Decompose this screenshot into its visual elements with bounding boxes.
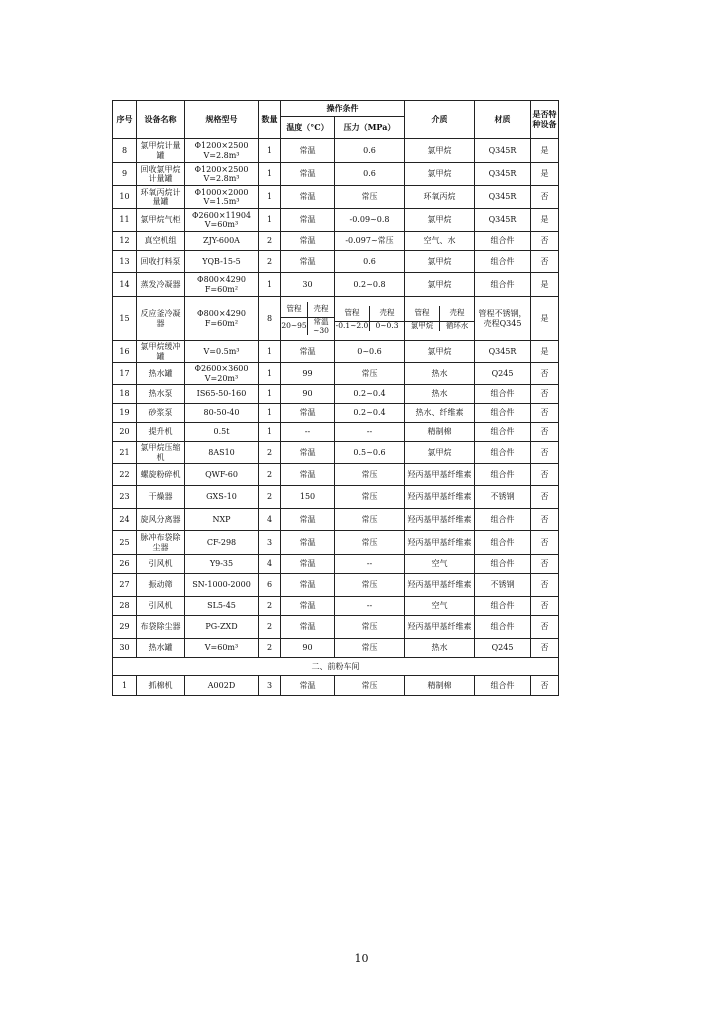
header-op-conditions: 操作条件 bbox=[281, 101, 405, 117]
cell-medium: 空气 bbox=[405, 597, 475, 616]
header-qty: 数量 bbox=[259, 101, 281, 139]
cell-special: 否 bbox=[531, 442, 559, 464]
cell-material: 组合件 bbox=[475, 385, 531, 404]
cell-seq: 21 bbox=[113, 442, 137, 464]
cell-temp: -- bbox=[281, 423, 335, 442]
cell-material: 组合件 bbox=[475, 616, 531, 639]
cell-pres: 常压 bbox=[335, 486, 405, 509]
cell-seq: 25 bbox=[113, 531, 137, 555]
header-special: 是否特种设备 bbox=[531, 101, 559, 139]
cell-special: 是 bbox=[531, 139, 559, 163]
cell-medium: 热水 bbox=[405, 385, 475, 404]
cell-medium: 氯甲烷 bbox=[405, 209, 475, 232]
cell-temp: 常温 bbox=[281, 509, 335, 531]
cell-pres: 常压 bbox=[335, 639, 405, 658]
cell-medium: 氯甲烷 bbox=[405, 163, 475, 186]
cell-special: 否 bbox=[531, 404, 559, 423]
cell-medium: 空气 bbox=[405, 555, 475, 574]
cell-name: 螺旋粉碎机 bbox=[137, 464, 185, 486]
cell-special: 否 bbox=[531, 363, 559, 385]
cell-qty: 2 bbox=[259, 464, 281, 486]
cell-model: Φ2600×3600 V=20m³ bbox=[185, 363, 259, 385]
cell-temp: 常温 bbox=[281, 555, 335, 574]
cell-special: 否 bbox=[531, 574, 559, 597]
cell-model: V=60m³ bbox=[185, 639, 259, 658]
cell-temp: 90 bbox=[281, 385, 335, 404]
cell-seq: 20 bbox=[113, 423, 137, 442]
cell-pres: 0.2~0.8 bbox=[335, 273, 405, 297]
cell-special: 是 bbox=[531, 163, 559, 186]
cell-temp: 常温 bbox=[281, 531, 335, 555]
cell-temp: 常温 bbox=[281, 574, 335, 597]
cell-seq: 23 bbox=[113, 486, 137, 509]
cell-medium: 精制棉 bbox=[405, 423, 475, 442]
cell-temp: 90 bbox=[281, 639, 335, 658]
cell-pres-split bbox=[335, 297, 405, 341]
cell-qty: 2 bbox=[259, 639, 281, 658]
cell-medium: 羟丙基甲基纤维素 bbox=[405, 574, 475, 597]
cell-material: Q345R bbox=[475, 341, 531, 363]
cell-model: Y9-35 bbox=[185, 555, 259, 574]
cell-model: SL5-45 bbox=[185, 597, 259, 616]
cell-name: 蒸发冷凝器 bbox=[137, 273, 185, 297]
header-model: 规格型号 bbox=[185, 101, 259, 139]
cell-pres: -- bbox=[335, 597, 405, 616]
cell-special: 否 bbox=[531, 186, 559, 209]
cell-pres: 常压 bbox=[335, 574, 405, 597]
cell-qty: 4 bbox=[259, 509, 281, 531]
cell-name: 反应釜冷凝器 bbox=[137, 297, 185, 341]
cell-name: 热水泵 bbox=[137, 385, 185, 404]
table-row bbox=[113, 555, 559, 574]
cell-medium: 热水 bbox=[405, 639, 475, 658]
cell-model: Φ2600×11904 V=60m³ bbox=[185, 209, 259, 232]
table-row bbox=[113, 486, 559, 509]
cell-material: 组合件 bbox=[475, 273, 531, 297]
cell-seq: 22 bbox=[113, 464, 137, 486]
table-row bbox=[113, 341, 559, 363]
cell-special: 否 bbox=[531, 531, 559, 555]
cell-seq: 19 bbox=[113, 404, 137, 423]
cell-name: 砂浆泵 bbox=[137, 404, 185, 423]
pres-tube-value: -0.1~2.0 bbox=[335, 321, 369, 331]
cell-qty: 8 bbox=[259, 297, 281, 341]
cell-medium: 精制棉 bbox=[405, 676, 475, 696]
cell-name: 氯甲烷缓冲罐 bbox=[137, 341, 185, 363]
table-row bbox=[113, 163, 559, 186]
table-header bbox=[113, 101, 559, 139]
cell-material: Q345R bbox=[475, 209, 531, 232]
cell-seq: 26 bbox=[113, 555, 137, 574]
cell-temp: 常温 bbox=[281, 232, 335, 251]
cell-medium: 羟丙基甲基纤维素 bbox=[405, 531, 475, 555]
medium-tube-label: 管程 bbox=[405, 306, 440, 322]
medium-shell-label: 壳程 bbox=[440, 306, 475, 322]
cell-name: 氯甲烷气柜 bbox=[137, 209, 185, 232]
cell-pres: 常压 bbox=[335, 464, 405, 486]
cell-temp: 常温 bbox=[281, 341, 335, 363]
cell-seq: 27 bbox=[113, 574, 137, 597]
cell-qty: 1 bbox=[259, 273, 281, 297]
cell-model: Φ1000×2000 V=1.5m³ bbox=[185, 186, 259, 209]
cell-qty: 1 bbox=[259, 186, 281, 209]
temp-shell-value: 常温~30 bbox=[308, 318, 335, 336]
cell-pres: 常压 bbox=[335, 531, 405, 555]
table-body-a bbox=[113, 139, 559, 297]
cell-material: 组合件 bbox=[475, 232, 531, 251]
table-row bbox=[113, 385, 559, 404]
cell-qty: 1 bbox=[259, 423, 281, 442]
cell-seq: 29 bbox=[113, 616, 137, 639]
header-material: 材质 bbox=[475, 101, 531, 139]
section-title: 二、前粉车间 bbox=[113, 658, 559, 676]
cell-special: 是 bbox=[531, 341, 559, 363]
cell-model: QWF-60 bbox=[185, 464, 259, 486]
cell-special: 否 bbox=[531, 232, 559, 251]
table-body-c bbox=[113, 676, 559, 696]
cell-pres: 常压 bbox=[335, 676, 405, 696]
cell-qty: 1 bbox=[259, 363, 281, 385]
cell-pres: 0.2~0.4 bbox=[335, 404, 405, 423]
table-row bbox=[113, 186, 559, 209]
cell-seq: 1 bbox=[113, 676, 137, 696]
cell-temp: 常温 bbox=[281, 251, 335, 273]
cell-special: 否 bbox=[531, 251, 559, 273]
cell-name: 抓棉机 bbox=[137, 676, 185, 696]
cell-material: 组合件 bbox=[475, 597, 531, 616]
cell-pres: 0.6 bbox=[335, 251, 405, 273]
table-row bbox=[113, 597, 559, 616]
table-row bbox=[113, 363, 559, 385]
cell-seq: 8 bbox=[113, 139, 137, 163]
cell-material: 组合件 bbox=[475, 464, 531, 486]
cell-name: 氯甲烷压缩机 bbox=[137, 442, 185, 464]
cell-material: 不锈钢 bbox=[475, 574, 531, 597]
cell-pres: 常压 bbox=[335, 616, 405, 639]
cell-model: V=0.5m³ bbox=[185, 341, 259, 363]
table-row bbox=[113, 676, 559, 696]
table-row bbox=[113, 273, 559, 297]
cell-material: Q245 bbox=[475, 639, 531, 658]
cell-pres: -- bbox=[335, 555, 405, 574]
cell-model: 80-50-40 bbox=[185, 404, 259, 423]
cell-qty: 3 bbox=[259, 531, 281, 555]
cell-qty: 1 bbox=[259, 139, 281, 163]
cell-name: 回收打料泵 bbox=[137, 251, 185, 273]
temp-shell-label: 壳程 bbox=[308, 302, 335, 318]
cell-medium: 环氧丙烷 bbox=[405, 186, 475, 209]
table-row bbox=[113, 574, 559, 597]
temp-tube-label: 管程 bbox=[281, 302, 308, 318]
cell-material: 组合件 bbox=[475, 423, 531, 442]
cell-name: 脉冲布袋除尘器 bbox=[137, 531, 185, 555]
cell-special: 是 bbox=[531, 273, 559, 297]
table-body-section bbox=[113, 658, 559, 676]
cell-pres: 0~0.6 bbox=[335, 341, 405, 363]
cell-seq: 11 bbox=[113, 209, 137, 232]
header-temp: 温度（°C） bbox=[281, 117, 335, 139]
cell-medium: 空气、水 bbox=[405, 232, 475, 251]
table-row bbox=[113, 509, 559, 531]
cell-seq: 24 bbox=[113, 509, 137, 531]
cell-model: CF-298 bbox=[185, 531, 259, 555]
cell-temp: 常温 bbox=[281, 139, 335, 163]
cell-model: 0.5t bbox=[185, 423, 259, 442]
cell-special: 否 bbox=[531, 555, 559, 574]
cell-medium: 羟丙基甲基纤维素 bbox=[405, 509, 475, 531]
table-row bbox=[113, 209, 559, 232]
cell-medium: 热水、纤维素 bbox=[405, 404, 475, 423]
cell-model: 8AS10 bbox=[185, 442, 259, 464]
cell-special: 否 bbox=[531, 639, 559, 658]
cell-qty: 2 bbox=[259, 251, 281, 273]
table-row bbox=[113, 404, 559, 423]
section-row bbox=[113, 658, 559, 676]
cell-name: 引风机 bbox=[137, 597, 185, 616]
medium-tube-value: 氯甲烷 bbox=[410, 321, 434, 331]
cell-temp-split bbox=[281, 297, 335, 341]
cell-pres: 0.5~0.6 bbox=[335, 442, 405, 464]
cell-seq: 9 bbox=[113, 163, 137, 186]
cell-material: 不锈钢 bbox=[475, 486, 531, 509]
cell-temp: 常温 bbox=[281, 163, 335, 186]
cell-temp: 30 bbox=[281, 273, 335, 297]
cell-qty: 3 bbox=[259, 676, 281, 696]
cell-special: 否 bbox=[531, 509, 559, 531]
pres-tube-label: 管程 bbox=[335, 306, 370, 322]
cell-seq: 16 bbox=[113, 341, 137, 363]
cell-material: Q345R bbox=[475, 139, 531, 163]
cell-temp: 常温 bbox=[281, 186, 335, 209]
cell-temp: 常温 bbox=[281, 442, 335, 464]
cell-material: 组合件 bbox=[475, 531, 531, 555]
cell-name: 氯甲烷计量罐 bbox=[137, 139, 185, 163]
cell-medium: 氯甲烷 bbox=[405, 341, 475, 363]
table-row bbox=[113, 423, 559, 442]
cell-medium: 热水 bbox=[405, 363, 475, 385]
cell-temp: 常温 bbox=[281, 209, 335, 232]
cell-qty: 1 bbox=[259, 404, 281, 423]
page-number: 10 bbox=[354, 952, 369, 965]
medium-shell-value: 循环水 bbox=[440, 322, 475, 331]
cell-pres: -- bbox=[335, 423, 405, 442]
cell-qty: 1 bbox=[259, 341, 281, 363]
cell-special: 否 bbox=[531, 616, 559, 639]
cell-model: YQB-15-5 bbox=[185, 251, 259, 273]
cell-material: 管程不锈钢，壳程Q345 bbox=[475, 297, 531, 341]
cell-special: 否 bbox=[531, 464, 559, 486]
cell-qty: 1 bbox=[259, 209, 281, 232]
cell-seq: 18 bbox=[113, 385, 137, 404]
cell-medium: 羟丙基甲基纤维素 bbox=[405, 464, 475, 486]
cell-medium: 羟丙基甲基纤维素 bbox=[405, 486, 475, 509]
cell-name: 布袋除尘器 bbox=[137, 616, 185, 639]
pres-shell-label: 壳程 bbox=[370, 306, 405, 322]
table-row bbox=[113, 139, 559, 163]
header-name: 设备名称 bbox=[137, 101, 185, 139]
cell-name: 热水罐 bbox=[137, 363, 185, 385]
table-body-row15 bbox=[113, 297, 559, 341]
cell-temp: 常温 bbox=[281, 676, 335, 696]
cell-model: SN-1000-2000 bbox=[185, 574, 259, 597]
cell-seq: 12 bbox=[113, 232, 137, 251]
cell-qty: 2 bbox=[259, 486, 281, 509]
table-row bbox=[113, 251, 559, 273]
header-seq: 序号 bbox=[113, 101, 137, 139]
cell-qty: 2 bbox=[259, 597, 281, 616]
cell-name: 回收氯甲烷计量罐 bbox=[137, 163, 185, 186]
cell-qty: 2 bbox=[259, 616, 281, 639]
equipment-table bbox=[112, 100, 559, 696]
cell-qty: 1 bbox=[259, 385, 281, 404]
cell-medium: 氯甲烷 bbox=[405, 251, 475, 273]
pres-shell-value: 0~0.3 bbox=[370, 322, 405, 331]
cell-material: 组合件 bbox=[475, 676, 531, 696]
cell-name: 环氧丙烷计量罐 bbox=[137, 186, 185, 209]
cell-pres: 常压 bbox=[335, 363, 405, 385]
cell-material: 组合件 bbox=[475, 442, 531, 464]
cell-name: 振动筛 bbox=[137, 574, 185, 597]
cell-qty: 4 bbox=[259, 555, 281, 574]
cell-name: 旋风分离器 bbox=[137, 509, 185, 531]
cell-seq: 30 bbox=[113, 639, 137, 658]
cell-material: 组合件 bbox=[475, 404, 531, 423]
cell-qty: 6 bbox=[259, 574, 281, 597]
cell-qty: 1 bbox=[259, 163, 281, 186]
cell-model: PG-ZXD bbox=[185, 616, 259, 639]
cell-name: 引风机 bbox=[137, 555, 185, 574]
cell-model: IS65-50-160 bbox=[185, 385, 259, 404]
table-row bbox=[113, 442, 559, 464]
cell-material: Q245 bbox=[475, 363, 531, 385]
cell-model: Φ800×4290 F=60m² bbox=[185, 297, 259, 341]
cell-model: NXP bbox=[185, 509, 259, 531]
table-row bbox=[113, 639, 559, 658]
cell-model: Φ1200×2500 V=2.8m³ bbox=[185, 139, 259, 163]
cell-qty: 2 bbox=[259, 442, 281, 464]
cell-medium: 氯甲烷 bbox=[405, 273, 475, 297]
cell-seq: 15 bbox=[113, 297, 137, 341]
cell-model: GXS-10 bbox=[185, 486, 259, 509]
cell-special: 是 bbox=[531, 209, 559, 232]
cell-model: ZJY-600A bbox=[185, 232, 259, 251]
cell-material: 组合件 bbox=[475, 509, 531, 531]
cell-qty: 2 bbox=[259, 232, 281, 251]
cell-model: Φ1200×2500 V=2.8m³ bbox=[185, 163, 259, 186]
cell-medium-split bbox=[405, 297, 475, 341]
cell-pres: -0.09~0.8 bbox=[335, 209, 405, 232]
cell-medium: 氯甲烷 bbox=[405, 139, 475, 163]
cell-seq: 10 bbox=[113, 186, 137, 209]
cell-temp: 常温 bbox=[281, 404, 335, 423]
cell-material: Q345R bbox=[475, 163, 531, 186]
cell-special: 否 bbox=[531, 385, 559, 404]
header-medium: 介质 bbox=[405, 101, 475, 139]
cell-material: Q345R bbox=[475, 186, 531, 209]
cell-pres: 0.6 bbox=[335, 163, 405, 186]
cell-name: 真空机组 bbox=[137, 232, 185, 251]
cell-model: A002D bbox=[185, 676, 259, 696]
temp-tube-value: 20~95 bbox=[281, 321, 307, 331]
table-row bbox=[113, 616, 559, 639]
cell-temp: 常温 bbox=[281, 597, 335, 616]
cell-pres: 0.6 bbox=[335, 139, 405, 163]
cell-material: 组合件 bbox=[475, 555, 531, 574]
cell-special: 否 bbox=[531, 486, 559, 509]
cell-material: 组合件 bbox=[475, 251, 531, 273]
cell-pres: 常压 bbox=[335, 186, 405, 209]
cell-name: 热水罐 bbox=[137, 639, 185, 658]
cell-seq: 13 bbox=[113, 251, 137, 273]
cell-name: 干燥器 bbox=[137, 486, 185, 509]
cell-pres: 0.2~0.4 bbox=[335, 385, 405, 404]
table-row bbox=[113, 464, 559, 486]
cell-temp: 常温 bbox=[281, 464, 335, 486]
table-row bbox=[113, 531, 559, 555]
table-row bbox=[113, 297, 559, 341]
cell-temp: 150 bbox=[281, 486, 335, 509]
cell-temp: 常温 bbox=[281, 616, 335, 639]
table-row bbox=[113, 232, 559, 251]
cell-special: 否 bbox=[531, 597, 559, 616]
cell-special: 否 bbox=[531, 676, 559, 696]
header-pres: 压力（MPa） bbox=[335, 117, 405, 139]
cell-model: Φ800×4290 F=60m² bbox=[185, 273, 259, 297]
cell-special: 是 bbox=[531, 297, 559, 341]
table-body-b bbox=[113, 341, 559, 658]
cell-seq: 14 bbox=[113, 273, 137, 297]
cell-medium: 羟丙基甲基纤维素 bbox=[405, 616, 475, 639]
cell-seq: 17 bbox=[113, 363, 137, 385]
cell-name: 提升机 bbox=[137, 423, 185, 442]
cell-seq: 28 bbox=[113, 597, 137, 616]
cell-pres: 常压 bbox=[335, 509, 405, 531]
cell-medium: 氯甲烷 bbox=[405, 442, 475, 464]
cell-pres: -0.097~常压 bbox=[335, 232, 405, 251]
cell-temp: 99 bbox=[281, 363, 335, 385]
cell-special: 否 bbox=[531, 423, 559, 442]
